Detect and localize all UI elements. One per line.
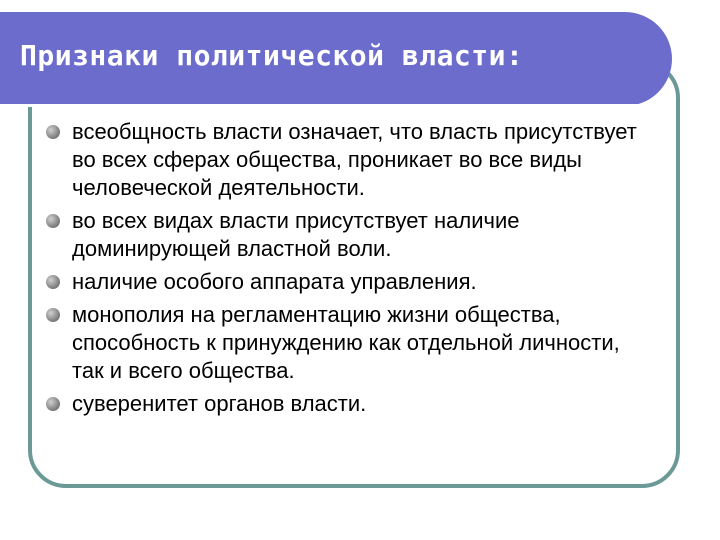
- bullet-text: во всех видах власти присутствует наличие доминирующей властной воли.: [72, 208, 520, 261]
- bullet-item: [40, 301, 650, 385]
- slide-title: Признаки политической власти:: [20, 39, 524, 72]
- bullet-item: [40, 118, 650, 202]
- circle-bullet-icon: [46, 125, 60, 139]
- bullet-item: [40, 207, 650, 263]
- circle-bullet-icon: [46, 397, 60, 411]
- title-underline: [0, 104, 640, 107]
- circle-bullet-icon: [46, 214, 60, 228]
- bullet-text: суверенитет органов власти.: [72, 391, 367, 416]
- bullet-text: монополия на регламентацию жизни общества, способность к принуждению как отдельной личности, так и всего общества.: [72, 302, 620, 383]
- bullet-list: [40, 118, 650, 423]
- title-bar: [0, 12, 672, 106]
- circle-bullet-icon: [46, 275, 60, 289]
- bullet-text: наличие особого аппарата управления.: [72, 269, 477, 294]
- bullet-item: [40, 390, 650, 418]
- circle-bullet-icon: [46, 308, 60, 322]
- bullet-text: всеобщность власти означает, что власть присутствует во всех сферах общества, проникает во все виды человеческой деятельности.: [72, 119, 637, 200]
- bullet-item: [40, 268, 650, 296]
